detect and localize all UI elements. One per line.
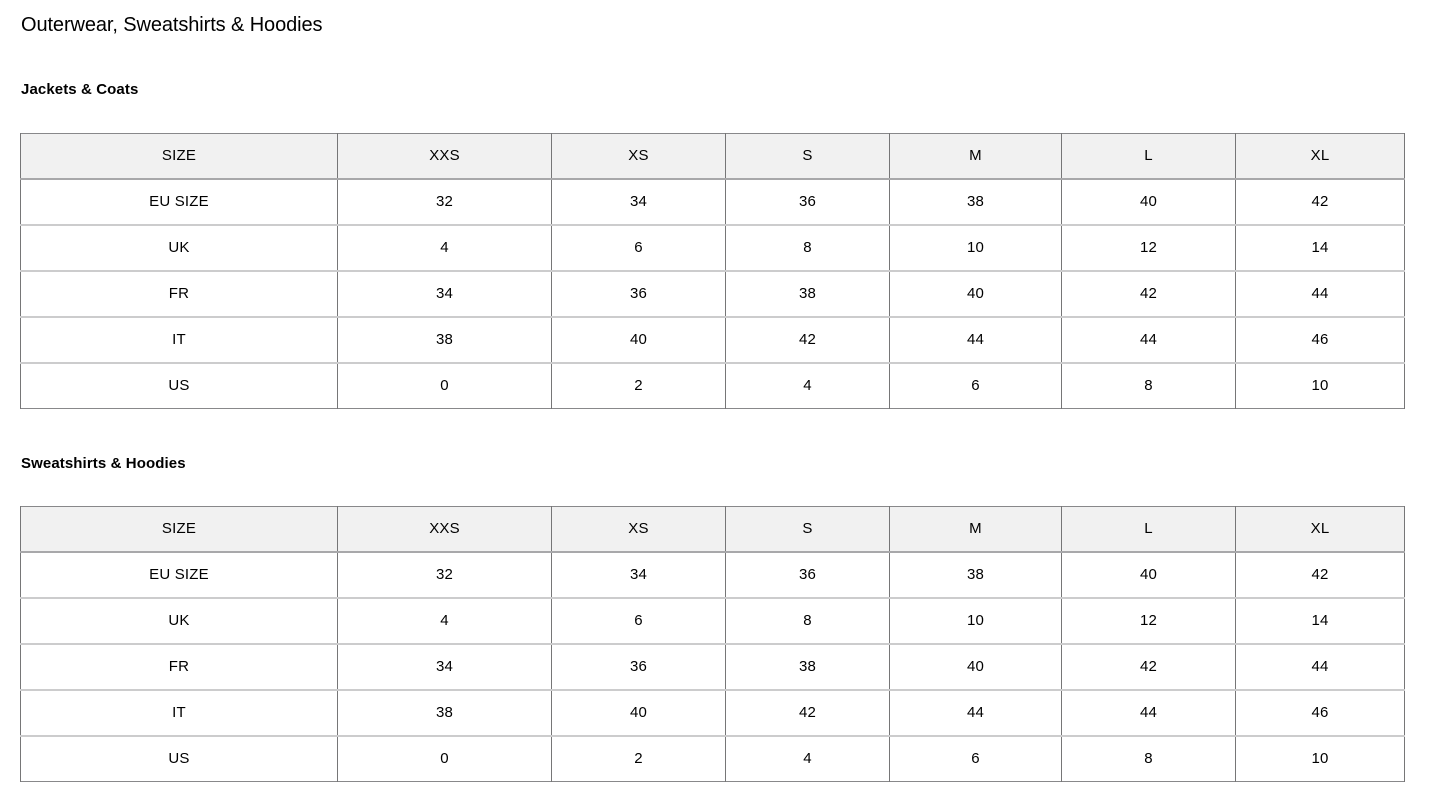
table-cell: 4 bbox=[338, 225, 552, 271]
table-cell: 2 bbox=[552, 736, 726, 782]
table-cell: 32 bbox=[338, 179, 552, 225]
table-cell: 42 bbox=[726, 690, 890, 736]
table-header-row bbox=[21, 134, 1405, 179]
row-label: US bbox=[21, 736, 338, 782]
table-cell: 42 bbox=[1062, 644, 1236, 690]
table-cell: 42 bbox=[726, 317, 890, 363]
table-cell: 4 bbox=[338, 598, 552, 644]
table-cell: 36 bbox=[552, 271, 726, 317]
table-row-it bbox=[21, 317, 1405, 363]
table-cell: 34 bbox=[338, 644, 552, 690]
table-cell: 6 bbox=[552, 598, 726, 644]
table-cell: 6 bbox=[552, 225, 726, 271]
table-cell: 12 bbox=[1062, 598, 1236, 644]
table-cell: 6 bbox=[890, 736, 1062, 782]
table-row-us bbox=[21, 736, 1405, 782]
table-cell: 14 bbox=[1236, 225, 1405, 271]
column-header-size: SIZE bbox=[21, 507, 338, 552]
page-title: Outerwear, Sweatshirts & Hoodies bbox=[21, 14, 323, 36]
row-label: FR bbox=[21, 271, 338, 317]
table-row-eu-size bbox=[21, 552, 1405, 598]
table-cell: 40 bbox=[552, 317, 726, 363]
table-cell: 36 bbox=[726, 552, 890, 598]
table-cell: 44 bbox=[1062, 690, 1236, 736]
row-label: IT bbox=[21, 317, 338, 363]
table-cell: 46 bbox=[1236, 317, 1405, 363]
table-cell: 44 bbox=[1236, 271, 1405, 317]
table-cell: 8 bbox=[726, 598, 890, 644]
section-heading-jackets-coats: Jackets & Coats bbox=[21, 81, 139, 98]
row-label: UK bbox=[21, 598, 338, 644]
table-cell: 44 bbox=[890, 317, 1062, 363]
section-heading-sweatshirts-hoodies: Sweatshirts & Hoodies bbox=[21, 455, 186, 472]
table-cell: 8 bbox=[1062, 736, 1236, 782]
table-row-eu-size bbox=[21, 179, 1405, 225]
table-cell: 8 bbox=[1062, 363, 1236, 409]
table-cell: 38 bbox=[726, 271, 890, 317]
table-cell: 44 bbox=[1236, 644, 1405, 690]
column-header-m: M bbox=[890, 507, 1062, 552]
table-cell: 10 bbox=[1236, 363, 1405, 409]
table-cell: 42 bbox=[1062, 271, 1236, 317]
row-label: EU SIZE bbox=[21, 179, 338, 225]
table-row-fr bbox=[21, 271, 1405, 317]
section-sweatshirts-hoodies bbox=[20, 455, 1404, 782]
section-jackets-coats bbox=[20, 81, 1404, 409]
table-cell: 44 bbox=[1062, 317, 1236, 363]
table-cell: 0 bbox=[338, 736, 552, 782]
table-cell: 32 bbox=[338, 552, 552, 598]
row-label: UK bbox=[21, 225, 338, 271]
column-header-xs: XS bbox=[552, 507, 726, 552]
table-cell: 44 bbox=[890, 690, 1062, 736]
table-row-it bbox=[21, 690, 1405, 736]
table-cell: 4 bbox=[726, 736, 890, 782]
jackets-coats-size-table bbox=[20, 133, 1405, 409]
table-cell: 34 bbox=[552, 179, 726, 225]
sweatshirts-hoodies-size-table bbox=[20, 506, 1405, 782]
table-cell: 46 bbox=[1236, 690, 1405, 736]
table-row-uk bbox=[21, 225, 1405, 271]
table-cell: 34 bbox=[338, 271, 552, 317]
table-cell: 0 bbox=[338, 363, 552, 409]
table-cell: 40 bbox=[552, 690, 726, 736]
table-cell: 14 bbox=[1236, 598, 1405, 644]
table-cell: 36 bbox=[552, 644, 726, 690]
table-cell: 4 bbox=[726, 363, 890, 409]
table-cell: 40 bbox=[890, 644, 1062, 690]
table-cell: 38 bbox=[890, 552, 1062, 598]
table-cell: 38 bbox=[890, 179, 1062, 225]
table-cell: 40 bbox=[1062, 179, 1236, 225]
table-cell: 38 bbox=[338, 690, 552, 736]
column-header-xxs: XXS bbox=[338, 507, 552, 552]
table-cell: 36 bbox=[726, 179, 890, 225]
table-header-row bbox=[21, 507, 1405, 552]
table-cell: 38 bbox=[338, 317, 552, 363]
table-cell: 38 bbox=[726, 644, 890, 690]
table-cell: 8 bbox=[726, 225, 890, 271]
column-header-l: L bbox=[1062, 507, 1236, 552]
table-cell: 42 bbox=[1236, 179, 1405, 225]
column-header-s: S bbox=[726, 134, 890, 179]
table-row-uk bbox=[21, 598, 1405, 644]
table-row-fr bbox=[21, 644, 1405, 690]
column-header-xl: XL bbox=[1236, 507, 1405, 552]
table-cell: 34 bbox=[552, 552, 726, 598]
table-cell: 6 bbox=[890, 363, 1062, 409]
row-label: EU SIZE bbox=[21, 552, 338, 598]
column-header-l: L bbox=[1062, 134, 1236, 179]
row-label: FR bbox=[21, 644, 338, 690]
table-cell: 12 bbox=[1062, 225, 1236, 271]
table-cell: 10 bbox=[890, 598, 1062, 644]
table-cell: 10 bbox=[890, 225, 1062, 271]
table-cell: 40 bbox=[890, 271, 1062, 317]
column-header-s: S bbox=[726, 507, 890, 552]
row-label: IT bbox=[21, 690, 338, 736]
table-row-us bbox=[21, 363, 1405, 409]
table-cell: 42 bbox=[1236, 552, 1405, 598]
column-header-m: M bbox=[890, 134, 1062, 179]
column-header-xxs: XXS bbox=[338, 134, 552, 179]
column-header-xl: XL bbox=[1236, 134, 1405, 179]
row-label: US bbox=[21, 363, 338, 409]
table-cell: 2 bbox=[552, 363, 726, 409]
column-header-size: SIZE bbox=[21, 134, 338, 179]
table-cell: 40 bbox=[1062, 552, 1236, 598]
column-header-xs: XS bbox=[552, 134, 726, 179]
table-cell: 10 bbox=[1236, 736, 1405, 782]
